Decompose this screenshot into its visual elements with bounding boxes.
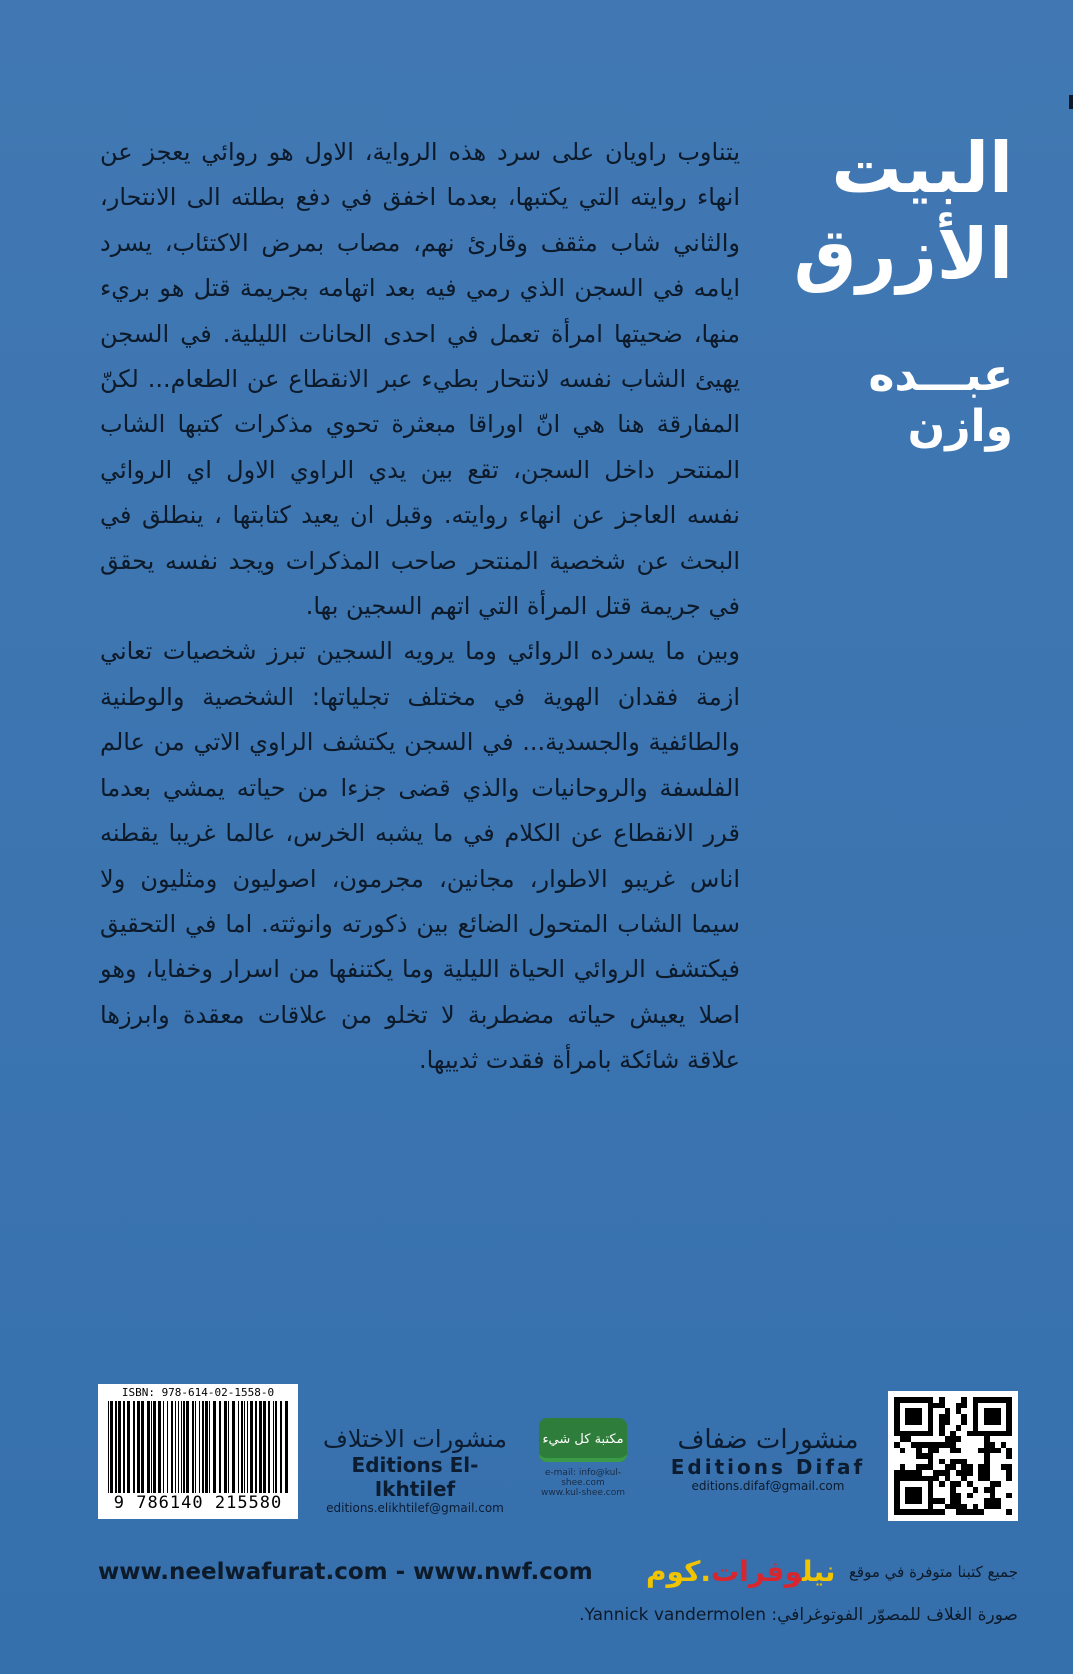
barcode-bar <box>232 1401 235 1493</box>
ikhtilef-publisher-logo <box>315 1425 515 1515</box>
barcode-bar <box>241 1401 243 1493</box>
barcode-bar <box>209 1401 210 1493</box>
barcode-bar <box>213 1401 216 1493</box>
book-title <box>753 125 1013 297</box>
barcode-bars <box>104 1401 292 1493</box>
barcode-bar <box>238 1401 239 1493</box>
barcode-bar <box>285 1401 288 1493</box>
kul-shee-site: www.kul-shee.com <box>540 1488 626 1498</box>
barcode-bar <box>255 1401 257 1493</box>
footer-website-line <box>98 1555 1018 1595</box>
barcode-bar <box>192 1401 194 1493</box>
ikhtilef-english-name: Editions El-Ikhtilef <box>351 1453 479 1501</box>
barcode-bar <box>108 1401 109 1493</box>
isbn-label: ISBN: 978-614-02-1558-0 <box>121 1386 275 1399</box>
barcode-bar <box>178 1401 179 1493</box>
barcode-bar <box>195 1401 196 1493</box>
barcode-bar <box>118 1401 121 1493</box>
barcode-bar <box>273 1401 274 1493</box>
barcode-bar <box>123 1401 125 1493</box>
blurb-text <box>100 130 740 1084</box>
barcode-bar <box>280 1401 282 1493</box>
kul-shee-badge: مكتبة كل شيء <box>539 1418 627 1462</box>
barcode-bar <box>163 1401 164 1493</box>
kul-shee-email: e-mail: info@kul-shee.com <box>544 1468 622 1488</box>
barcode-bar <box>244 1401 245 1493</box>
barcode-bar <box>141 1401 144 1493</box>
difaf-english-name: Editions Difaf <box>670 1455 866 1479</box>
neelwafurat-logo: نيلوفرات.كوم <box>646 1555 836 1588</box>
barcode-bar <box>247 1401 248 1493</box>
barcode-bar <box>199 1401 200 1493</box>
barcode-bar <box>250 1401 253 1493</box>
barcode-bar <box>263 1401 266 1493</box>
availability-note: جميع كتبنا متوفرة في موقع <box>848 1563 1018 1581</box>
barcode-bar <box>175 1401 176 1493</box>
barcode-bar <box>153 1401 156 1493</box>
barcode-bar <box>275 1401 277 1493</box>
difaf-arabic-name: منشورات ضفاف <box>677 1425 859 1455</box>
barcode-bar <box>151 1401 152 1493</box>
barcode-bar <box>133 1401 135 1493</box>
blurb-paragraph-1: يتناوب راويان على سرد هذه الرواية، الاول هو روائي يعجز عن انهاء روايته التي يكتبها، بعدما اخفق في دفع بطلته الى الانتحار، والثاني شاب مثقف وقارئ نهم، مصاب بمرض الاكتئاب، يسرد ايامه في السجن الذي رمي فيه بعد اتهامه بجريمة قتل هو بريء منها، ضحيتها امرأة تعمل في احدى الحانات الليلية. في السجن يهيئ الشاب نفسه لانتحار بطيء عبر الانقطاع عن الطعام... لكنّ المفارقة هنا هي انّ اوراقا مبعثرة تحوي مذكرات كتبها الشاب المنتحر داخل السجن، تقع بين يدي الراوي الاول اي الروائي نفسه العاجز عن انهاء روايته. وقبل ان يعيد كتابتها ، ينطلق في البحث عن شخصية المنتحر صاحب المذكرات ويجد نفسه يحقق في جريمة قتل المرأة التي اتهم السجين بها. <box>100 138 740 621</box>
cover-edge-mark <box>1069 95 1073 109</box>
difaf-publisher-logo <box>668 1425 868 1493</box>
barcode-bar <box>158 1401 161 1493</box>
blurb-paragraph-2: وبين ما يسرده الروائي وما يرويه السجين تبرز شخصيات تعاني ازمة فقدان الهوية في مختلف تجلياتها: الشخصية والوطنية والطائفية والجسدية... في السجن يكتشف الراوي الاتي من عالم الفلسفة والروحانيات والذي قضى جزءا من حياته يمشي بعدما قرر الانقطاع عن الكلام في ما يشبه الخرس، عالما غريبا يقطنه اناس غريبو الاطوار، مجانين، مجرمون، اصوليون ومثليون ولا سيما الشاب المتحول الضائع بين ذكورته وانوثته. اما في التحقيق فيكتشف الروائي الحياة الليلية وما يكتنفها من اسرار وخفايا، وهو اصلا يعيش حياته مضطربة لا تخلو من علاقات معقدة وابرزها علاقة شائكة بامرأة فقدت ثدييها. <box>100 637 740 1075</box>
photo-credit: صورة الغلاف للمصوّر الفوتوغرافي: Yannick vandermolen. <box>579 1605 1018 1625</box>
title-line-2: الأزرق <box>793 213 1013 295</box>
barcode-bar <box>171 1401 173 1493</box>
barcode-bar <box>186 1401 189 1493</box>
barcode-bar <box>205 1401 208 1493</box>
website-urls: www.neelwafurat.com - www.nwf.com <box>98 1559 593 1585</box>
barcode-bar <box>268 1401 270 1493</box>
barcode-bar <box>147 1401 150 1493</box>
barcode-bar <box>127 1401 130 1493</box>
kul-shee-logo <box>528 1418 638 1498</box>
barcode-bar <box>259 1401 262 1493</box>
qr-code <box>888 1391 1018 1521</box>
barcode-bar <box>228 1401 229 1493</box>
ikhtilef-email: editions.elikhtilef@gmail.com <box>326 1501 504 1515</box>
barcode-bar <box>137 1401 140 1493</box>
title-line-1: البيت <box>831 127 1013 209</box>
barcode-bar <box>202 1401 204 1493</box>
difaf-email: editions.difaf@gmail.com <box>691 1479 845 1493</box>
barcode-bar <box>167 1401 168 1493</box>
barcode-bar <box>219 1401 221 1493</box>
barcode-bar <box>181 1401 182 1493</box>
barcode-bar <box>115 1401 117 1493</box>
barcode-number: 9 786140 215580 <box>113 1493 283 1513</box>
author-name: عبـــده وازن <box>868 350 1013 452</box>
isbn-barcode <box>98 1384 298 1519</box>
barcode-bar <box>110 1401 113 1493</box>
barcode-bar <box>183 1401 185 1493</box>
barcode-bar <box>224 1401 227 1493</box>
qr-code-pattern <box>894 1397 1012 1515</box>
ikhtilef-arabic-name: منشورات الاختلاف <box>322 1425 508 1453</box>
